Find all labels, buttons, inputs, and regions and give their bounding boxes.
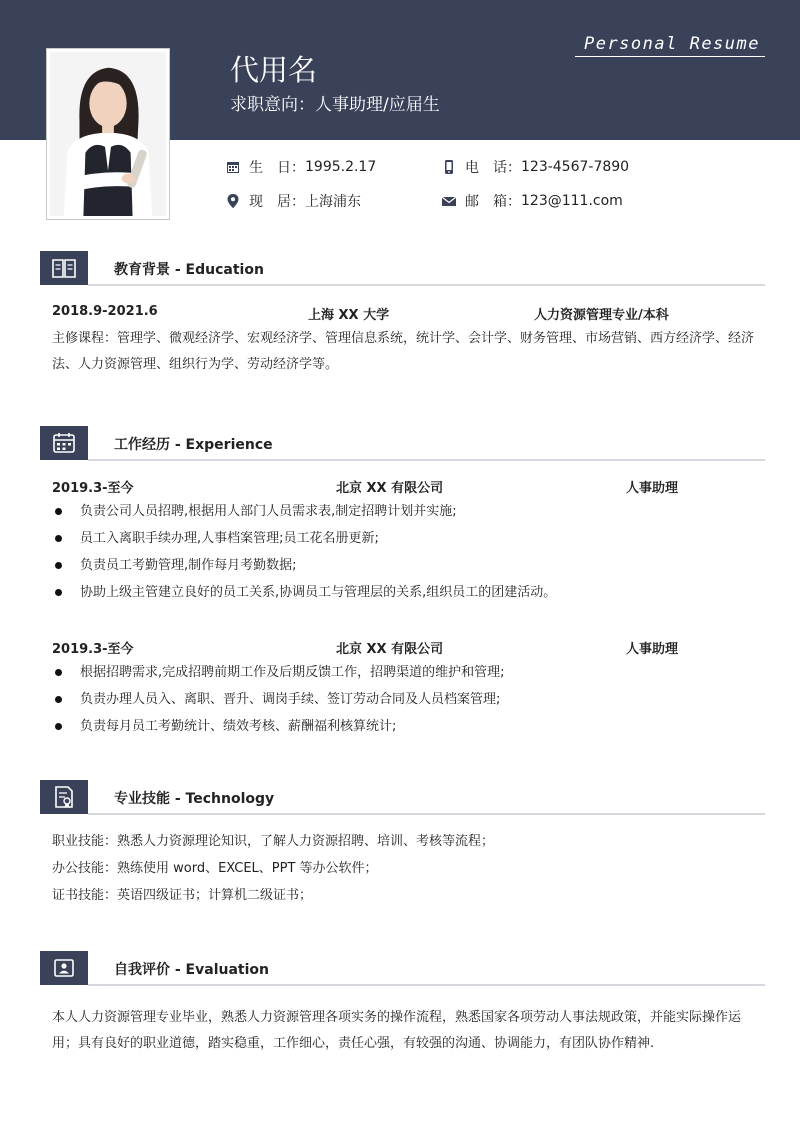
- duty-item: 负责每月员工考勤统计、绩效考核、薪酬福利核算统计;: [52, 713, 752, 740]
- birth-value: 1995.2.17: [305, 159, 377, 175]
- education-major: 人力资源管理专业/本科: [534, 308, 669, 323]
- duty-item: 负责公司人员招聘,根据用人部门人员需求表,制定招聘计划并实施;: [52, 498, 752, 525]
- education-title: 教育背景 - Education: [114, 262, 264, 278]
- skill-line: 证书技能：英语四级证书；计算机二级证书；: [52, 888, 313, 903]
- education-icon-box: [40, 251, 88, 285]
- education-courses: 主修课程：管理学、微观经济学、宏观经济学、管理信息系统，统计学、会计学、财务管理、市场营销、西方经济学、经济法、人力资源管理、组织行为学、劳动经济学等。: [52, 331, 755, 372]
- section-experience: [40, 426, 765, 460]
- id-card-icon: [53, 958, 75, 978]
- job-duties: [52, 659, 752, 740]
- duty-item: 根据招聘需求,完成招聘前期工作及后期反馈工作，招聘渠道的维护和管理;: [52, 659, 752, 686]
- section-divider: [88, 984, 765, 986]
- email-value: 123@111.com: [521, 193, 623, 209]
- duty-item: 员工入离职手续办理,人事档案管理;员工花名册更新;: [52, 525, 752, 552]
- section-divider: [88, 284, 765, 286]
- job-company: 北京 XX 有限公司: [336, 481, 444, 496]
- phone-value: 123-4567-7890: [521, 159, 630, 175]
- section-skills: [40, 780, 765, 814]
- location-pin-icon: [226, 194, 240, 208]
- email-info: [442, 191, 623, 211]
- birth-info: [226, 157, 376, 177]
- birth-label: 生 日：: [249, 160, 305, 176]
- calendar-icon: [226, 160, 240, 174]
- email-label: 邮 箱：: [465, 194, 521, 210]
- job-duties: [52, 498, 752, 606]
- job-role: 人事助理: [626, 642, 679, 657]
- duty-item: 负责员工考勤管理,制作每月考勤数据;: [52, 552, 752, 579]
- education-school: 上海 XX 大学: [308, 308, 390, 323]
- open-book-icon: [51, 257, 77, 279]
- skill-line: 职业技能：熟悉人力资源理论知识，了解人力资源招聘、培训、考核等流程；: [52, 834, 495, 849]
- profile-photo: [46, 48, 170, 220]
- job-intent: 求职意向：人事助理/应届生: [230, 95, 440, 115]
- residence-value: 上海浦东: [305, 194, 361, 210]
- candidate-name: 代用名: [230, 53, 318, 87]
- job-period: 2019.3-至今: [52, 481, 134, 496]
- certificate-icon: [52, 785, 76, 809]
- phone-icon: [442, 160, 456, 174]
- duty-item: 负责办理人员入、离职、晋升、调岗手续、签订劳动合同及人员档案管理;: [52, 686, 752, 713]
- envelope-icon: [442, 194, 456, 208]
- personal-resume-label: Personal Resume: [583, 34, 760, 54]
- job-period: 2019.3-至今: [52, 642, 134, 657]
- portrait-image: [50, 52, 166, 216]
- evaluation-text: 本人人力资源管理专业毕业，熟悉人力资源管理各项实务的操作流程，熟悉国家各项劳动人事法规政策，并能实际操作运用；具有良好的职业道德，踏实稳重，工作细心，责任心强，有较强的沟通、协调能力，有团队协作精神.: [52, 1010, 742, 1051]
- personal-resume-underline: [575, 56, 765, 57]
- experience-title: 工作经历 - Experience: [114, 437, 273, 453]
- skills-title: 专业技能 - Technology: [114, 791, 275, 807]
- job-company: 北京 XX 有限公司: [336, 642, 444, 657]
- evaluation-title: 自我评价 - Evaluation: [114, 962, 269, 978]
- section-education: [40, 251, 765, 285]
- experience-icon-box: [40, 426, 88, 460]
- residence-label: 现 居：: [249, 194, 305, 210]
- section-evaluation: [40, 951, 765, 985]
- residence-info: [226, 191, 361, 211]
- education-period: 2018.9-2021.6: [52, 304, 158, 319]
- duty-item: 协助上级主管建立良好的员工关系,协调员工与管理层的关系,组织员工的团建活动。: [52, 579, 752, 606]
- phone-label: 电 话：: [465, 160, 521, 176]
- phone-info: [442, 157, 629, 177]
- evaluation-icon-box: [40, 951, 88, 985]
- calendar-grid-icon: [52, 432, 76, 454]
- job-role: 人事助理: [626, 481, 679, 496]
- skills-icon-box: [40, 780, 88, 814]
- skills-list: [52, 828, 752, 909]
- section-divider: [88, 459, 765, 461]
- section-divider: [88, 813, 765, 815]
- skill-line: 办公技能：熟练使用 word、EXCEL、PPT 等办公软件；: [52, 861, 378, 876]
